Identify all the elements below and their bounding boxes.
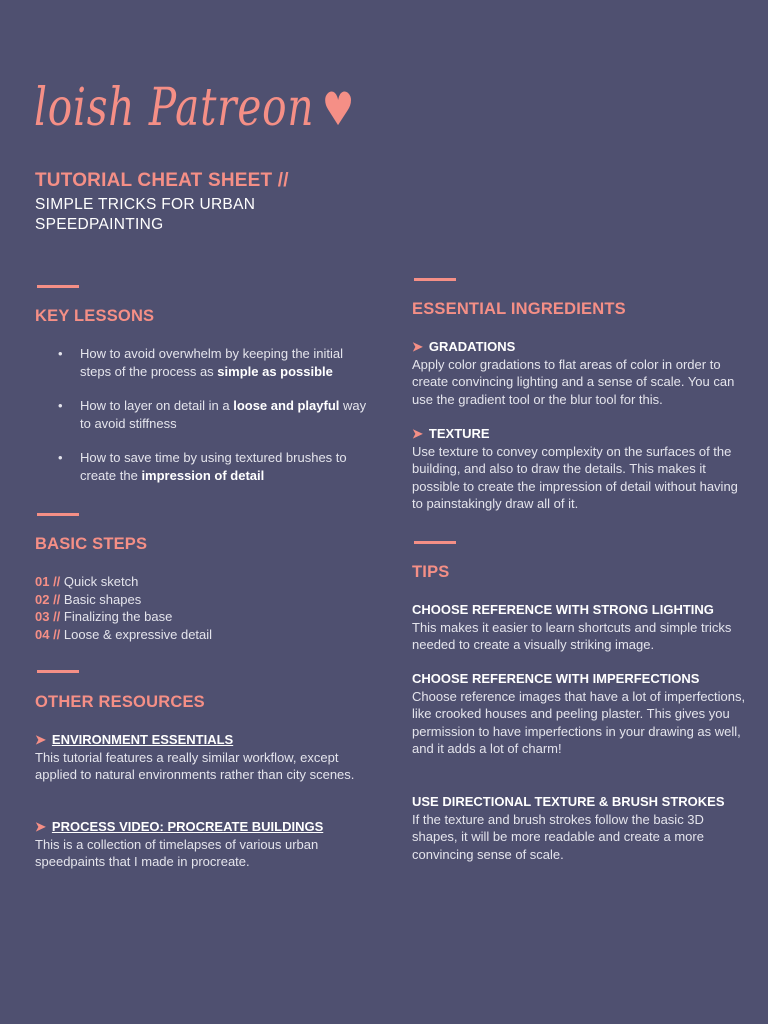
ingredient-title: GRADATIONS <box>428 339 516 354</box>
tips-heading: TIPS <box>412 563 450 581</box>
arrow-icon: ➤ <box>412 426 423 441</box>
other-resources-heading: OTHER RESOURCES <box>35 693 205 711</box>
resource-description: This is a collection of timelapses of various urban speedpaints that I made in procreate. <box>35 836 319 869</box>
lesson-emphasis: simple as possible <box>217 363 333 379</box>
section-divider <box>37 285 79 288</box>
environment-essentials-link[interactable]: ENVIRONMENT ESSENTIALS <box>51 732 234 747</box>
resource-item <box>35 818 365 871</box>
step-text: Finalizing the base <box>60 609 173 624</box>
essential-ingredients-heading: ESSENTIAL INGREDIENTS <box>412 300 626 318</box>
basic-steps-list <box>35 573 212 643</box>
tip-description: This makes it easier to learn shortcuts and simple tricks needed to create a visually striking image. <box>412 619 732 652</box>
logo-text: loish Patreon <box>34 78 315 138</box>
tip-title: USE DIRECTIONAL TEXTURE & BRUSH STROKES <box>412 794 725 809</box>
step-item <box>35 608 212 626</box>
heart-icon: ♥ <box>322 82 355 136</box>
section-divider <box>414 541 456 544</box>
step-number: 04 // <box>35 626 61 642</box>
step-text: Quick sketch <box>60 574 139 589</box>
resource-item <box>35 731 365 784</box>
step-text: Basic shapes <box>60 591 142 607</box>
ingredient-item <box>412 425 747 513</box>
step-number: 03 // <box>35 609 61 624</box>
tip-item <box>412 601 747 654</box>
step-item <box>35 573 212 591</box>
key-lessons-list <box>58 345 368 501</box>
list-item <box>58 397 368 432</box>
lesson-text: How to save time by using textured brushes to create the <box>80 450 347 483</box>
tip-title: CHOOSE REFERENCE WITH IMPERFECTIONS <box>412 671 700 686</box>
list-item <box>58 345 368 380</box>
step-text: Loose & expressive detail <box>60 626 213 642</box>
key-lessons-heading: KEY LESSONS <box>35 307 155 325</box>
lesson-emphasis: loose and playful <box>233 398 340 413</box>
resource-description: This tutorial features a really similar workflow, except applied to natural environments rather than city scenes. <box>35 749 355 782</box>
ingredient-description: Apply color gradations to flat areas of color in order to create convincing lighting and a sense of scale. You can use the gradient tool or the blur tool for this. <box>412 356 735 407</box>
patreon-logo <box>34 78 355 138</box>
page-subtitle: SIMPLE TRICKS FOR URBAN SPEEDPAINTING <box>35 196 256 233</box>
tip-description: If the texture and brush strokes follow the basic 3D shapes, it will be more readable and create a more convincing sense of scale. <box>412 811 704 862</box>
section-divider <box>37 670 79 673</box>
lesson-emphasis: impression of detail <box>141 467 265 483</box>
ingredient-title: TEXTURE <box>428 426 490 441</box>
step-item <box>35 591 212 609</box>
ingredient-description: Use texture to convey complexity on the surfaces of the building, and also to draw the details. This makes it possible to create the impression of detail without having to painstakingly draw all of it. <box>412 443 738 511</box>
arrow-icon: ➤ <box>412 339 423 354</box>
section-divider <box>414 278 456 281</box>
arrow-icon: ➤ <box>35 819 46 834</box>
tip-title: CHOOSE REFERENCE WITH STRONG LIGHTING <box>412 602 714 617</box>
tip-description: Choose reference images that have a lot of imperfections, like crooked houses and peeling plaster. This gives you permission to have imperfections in your drawing as well, and it adds a lot of charm! <box>412 688 746 756</box>
lesson-text: How to layer on detail in a <box>80 398 234 413</box>
step-number: 01 // <box>35 574 61 589</box>
arrow-icon: ➤ <box>35 732 46 747</box>
section-divider <box>37 513 79 516</box>
process-video-link[interactable]: PROCESS VIDEO: PROCREATE BUILDINGS <box>51 819 324 834</box>
list-item <box>58 449 368 484</box>
lesson-text: way to avoid stiffness <box>80 398 367 431</box>
ingredient-item <box>412 338 747 408</box>
tip-item <box>412 670 747 758</box>
page-title: TUTORIAL CHEAT SHEET // <box>35 170 289 191</box>
lesson-text: How to avoid overwhelm by keeping the initial steps of the process as <box>80 346 344 379</box>
step-item <box>35 626 212 644</box>
step-number: 02 // <box>35 591 61 607</box>
tip-item <box>412 793 747 863</box>
basic-steps-heading: BASIC STEPS <box>35 535 148 553</box>
